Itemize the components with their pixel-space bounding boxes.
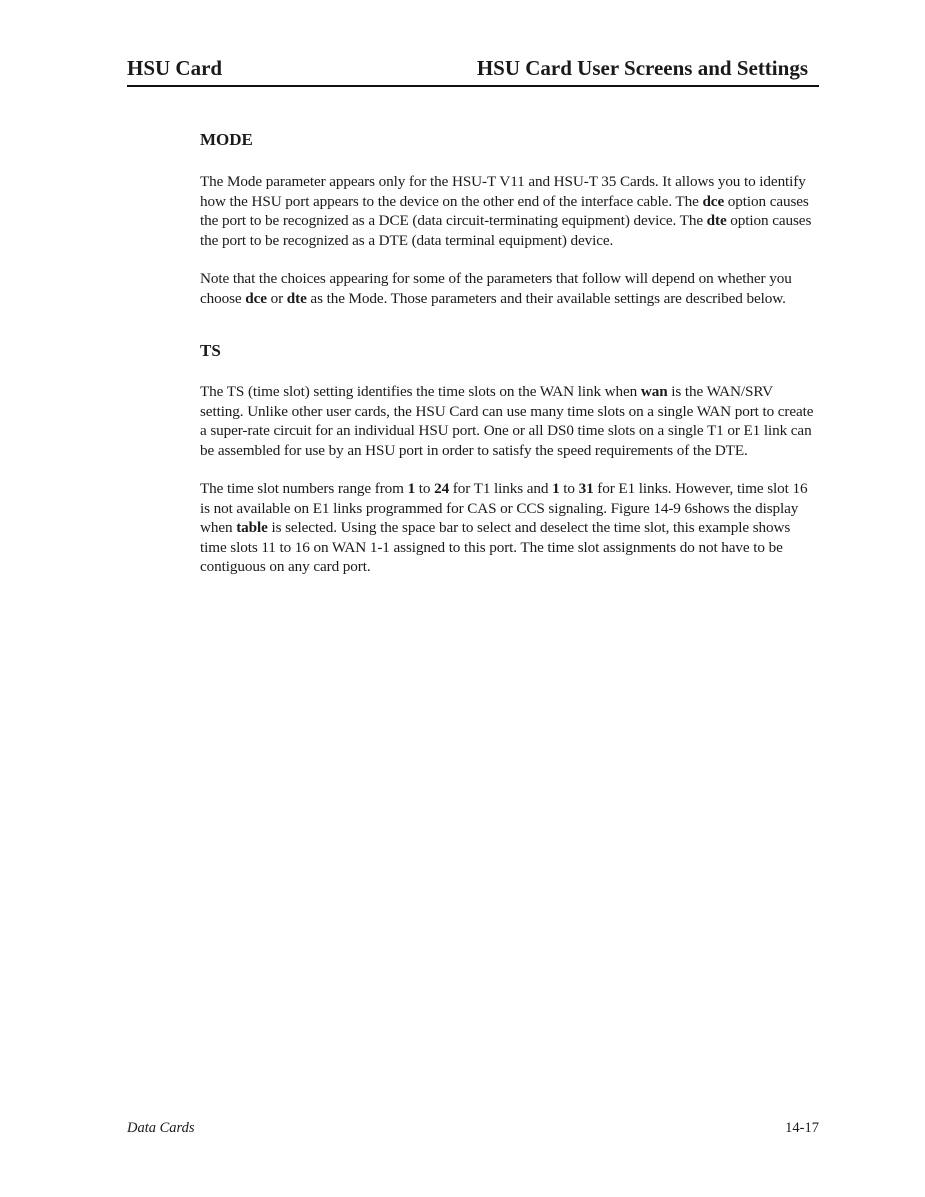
bold-term: dte	[286, 289, 307, 307]
text-run: The TS (time slot) setting identifies the time slots on the WAN link when	[200, 383, 641, 400]
text-run: for T1 links and	[449, 480, 553, 497]
text-run: as the Mode. Those parameters and their available settings are described below.	[306, 289, 786, 307]
footer-chapter-name: Data Cards	[127, 1120, 195, 1136]
text-run: or	[266, 289, 287, 307]
text-run: to	[415, 480, 435, 497]
ts-paragraph-1	[200, 382, 818, 460]
ts-heading: TS	[200, 341, 221, 360]
text-run: is the WAN/SRV setting. Unlike other user cards, the HSU Card can use many time slots on a single WAN port to create a super-rate circuit for an individual HSU port. One or all DS0 time slots on a single T1 or E1 link can be assembled for use by an HSU port in order to satisfy the speed requirements of the DTE.	[200, 383, 814, 459]
mode-paragraph-2	[200, 269, 818, 308]
text-run: The Mode parameter appears only for the HSU-T V11 and HSU-T 35 Cards. It allows you to identify how the HSU port appears to the device on the other end of the interface cable. The	[200, 173, 806, 210]
text-run: The time slot numbers range from	[200, 480, 408, 497]
mode-heading: MODE	[200, 130, 253, 149]
bold-term: 24	[434, 480, 450, 497]
bold-term: table	[236, 519, 268, 536]
bold-term: dce	[245, 289, 267, 307]
header-chapter-title: HSU Card	[127, 56, 223, 80]
header-section-title: HSU Card User Screens and Settings	[476, 56, 808, 80]
text-run: option causes the port to be recognized as a DTE (data terminal equipment) device.	[200, 212, 812, 249]
bold-term: 1	[407, 480, 416, 497]
text-run: option causes the port to be recognized as a DCE (data circuit-terminating equipment) device. The	[200, 192, 809, 229]
bold-term: dce	[702, 192, 725, 210]
text-run: Note that the choices appearing for some of the parameters that follow will depend on whether you choose	[200, 270, 792, 307]
mode-paragraph-1	[200, 172, 818, 250]
page-number: 14-17	[785, 1120, 819, 1136]
ts-paragraph-2	[200, 479, 818, 577]
page-body	[200, 128, 820, 577]
text-run: is selected. Using the space bar to select and deselect the time slot, this example shows time slots 11 to 16 on WAN 1-1 assigned to this port. The time slot assignments do not have to be contiguous on any card port.	[200, 519, 791, 575]
bold-term: 1	[552, 480, 560, 497]
bold-term: wan	[640, 383, 668, 400]
bold-term: 31	[578, 480, 594, 497]
text-run: to	[559, 480, 579, 497]
bold-term: dte	[706, 212, 727, 229]
text-run: for E1 links. However, time slot 16 is not available on E1 links programmed for CAS or CCS signaling. Figure 14-9 6shows the display when	[200, 480, 808, 536]
page-header	[127, 55, 819, 87]
